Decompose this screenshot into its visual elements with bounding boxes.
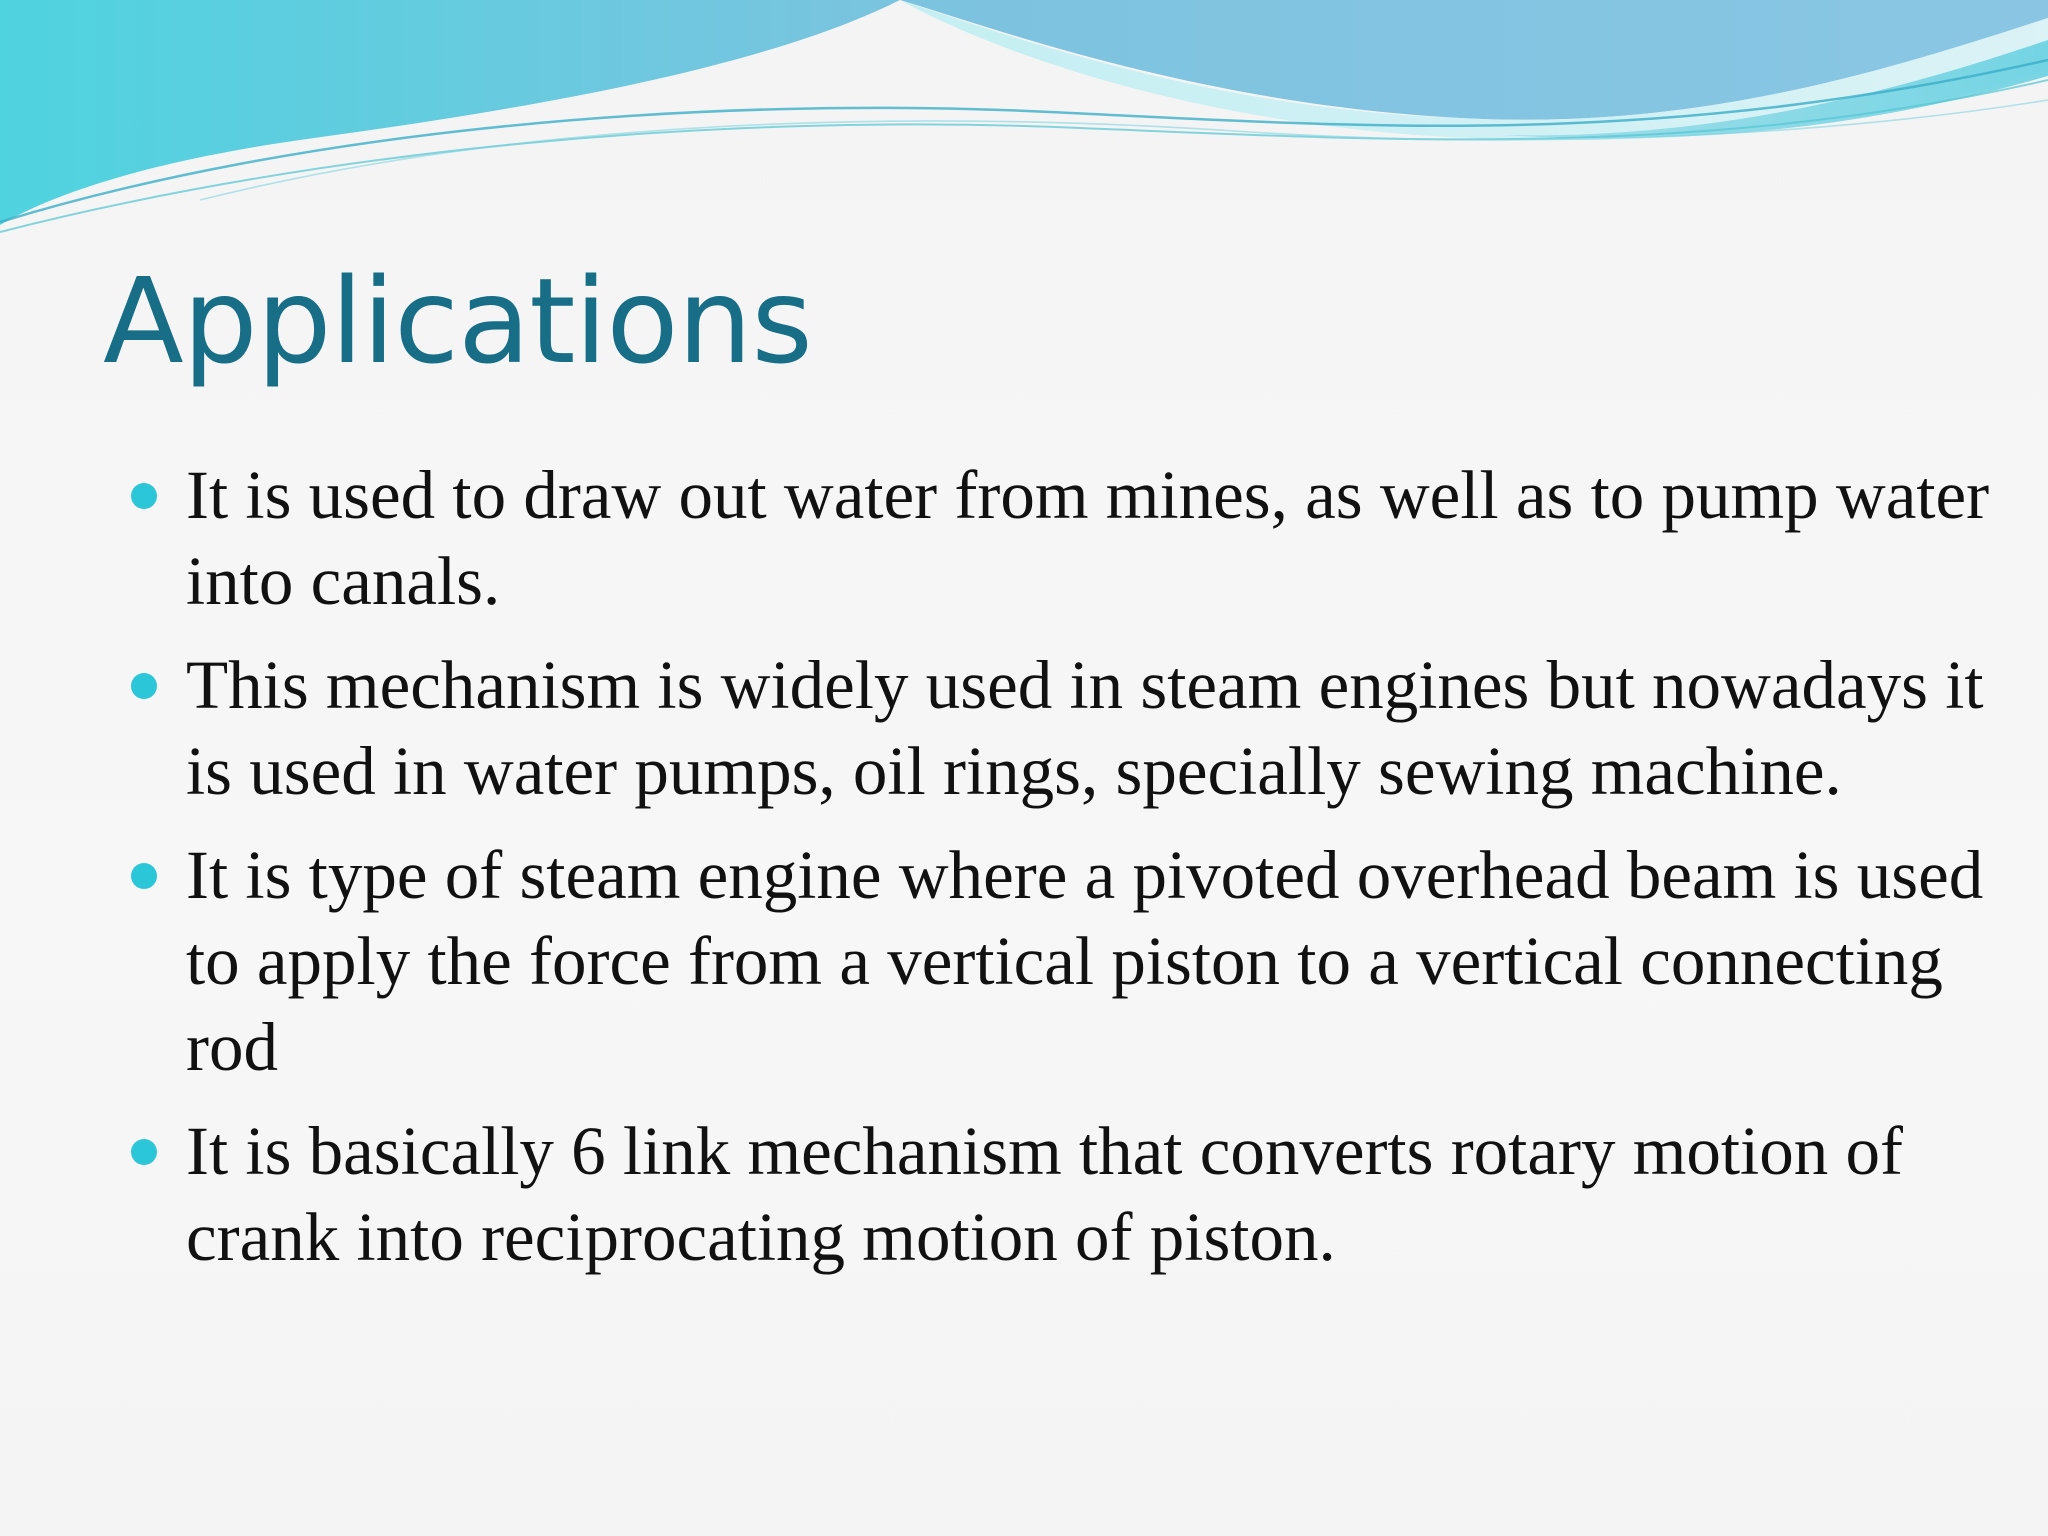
bullet-text: It is basically 6 link mechanism that converts rotary motion of crank into reciprocating motion of piston. xyxy=(186,1113,1903,1275)
bullet-text: This mechanism is widely used in steam engines but nowadays it is used in water pumps, oil rings, specially sewing machine. xyxy=(186,647,1984,809)
header-wave-decoration xyxy=(0,0,2048,240)
slide-title: Applications xyxy=(103,252,812,390)
bullet-list xyxy=(128,452,2008,1298)
bullet-dot-icon xyxy=(131,1139,157,1165)
bullet-text: It is used to draw out water from mines, as well as to pump water into canals. xyxy=(186,457,1990,619)
bullet-item-3 xyxy=(128,832,2008,1090)
bullet-item-2 xyxy=(128,642,2008,814)
bullet-dot-icon xyxy=(131,673,157,699)
bullet-dot-icon xyxy=(131,863,157,889)
bullet-dot-icon xyxy=(131,483,157,509)
bullet-text: It is type of steam engine where a pivoted overhead beam is used to apply the force from a vertical piston to a vertical connecting rod xyxy=(186,837,1984,1085)
bullet-item-4 xyxy=(128,1108,2008,1280)
bullet-item-1 xyxy=(128,452,2008,624)
